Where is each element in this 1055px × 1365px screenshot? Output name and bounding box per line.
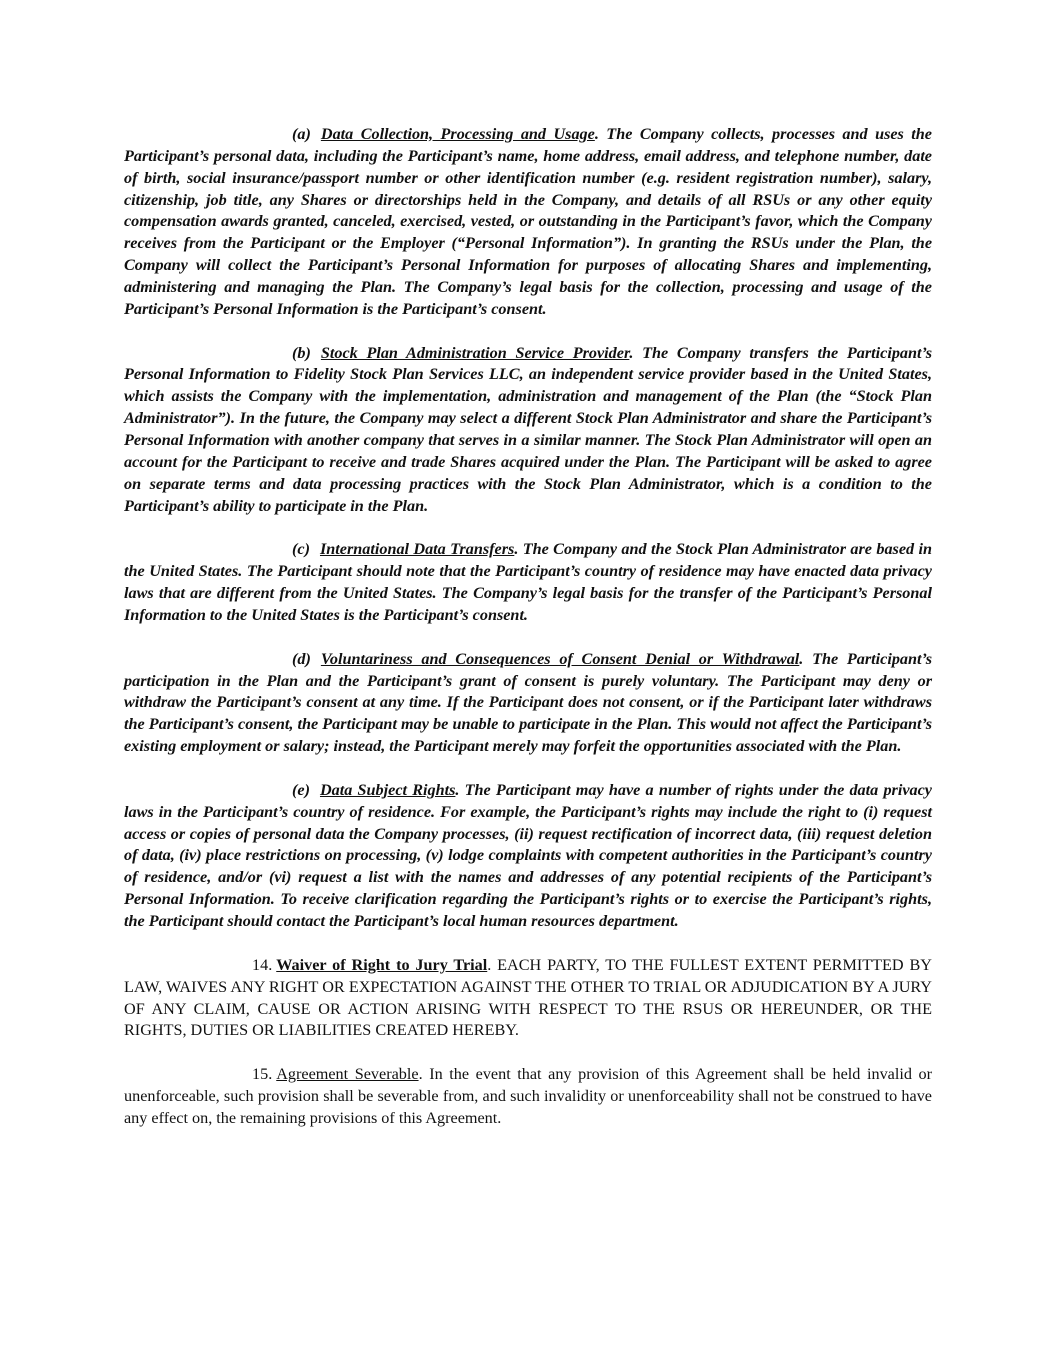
clause-body: . EACH PARTY, TO THE FULLEST EXTENT PERMITTED BY LAW, WAIVES ANY RIGHT OR EXPECTATION AGAINST THE OTHER TO TRIAL OR ADJUDICATION BY A JURY OF ANY CLAIM, CAUSE OR ACTION ARISING WITH RESPECT TO THE RSUS OR HEREUNDER, OR THE RIGHTS, DUTIES OR LIABILITIES CREATED HEREBY. — [124, 955, 932, 1040]
clause-heading: Waiver of Right to Jury Trial — [276, 955, 488, 974]
clause-heading: Agreement Severable — [276, 1065, 419, 1084]
clause-number: 14. — [252, 955, 273, 974]
section-heading: Stock Plan Administration Service Provider — [320, 343, 630, 362]
clause-15 — [124, 1064, 932, 1130]
section-a — [124, 124, 932, 321]
section-body: . The Company collects, processes and uses the Participant’s personal data, including the Participant’s name, home address, email address, and telephone number, date of birth, social insurance/passport number or other identification number (e.g. resident registration number), salary, citizenship, job title, any Shares or directorships held in the Company, and details of all RSUs or any other equity compensation awards granted, canceled, exercised, vested, or outstanding in the Participant’s favor, which the Company receives from the Participant or the Employer (“Personal Information”). In granting the RSUs under the Plan, the Company will collect the Participant’s Personal Information for purposes of allocating Shares and implementing, administering and managing the Plan. The Company’s legal basis for the collection, processing and usage of the Participant’s Personal Information is the Participant’s consent. — [124, 125, 932, 318]
section-marker: (e) — [292, 780, 310, 799]
section-heading: International Data Transfers — [319, 540, 515, 559]
clause-number: 15. — [252, 1065, 273, 1084]
section-d — [124, 649, 932, 758]
section-marker: (d) — [292, 649, 311, 668]
section-body: . The Company and the Stock Plan Administrator are based in the United States. The Participant should note that the Participant’s country of residence may have enacted data privacy laws that are different from the United States. The Company’s legal basis for the transfer of the Participant’s Personal Information to the United States is the Participant’s consent. — [124, 540, 932, 624]
section-c — [124, 539, 932, 626]
section-heading: Voluntariness and Consequences of Consent Denial or Withdrawal — [320, 649, 800, 668]
section-body: . The Participant’s participation in the Plan and the Participant’s grant of consent is purely voluntary. The Participant may deny or withdraw the Participant’s consent at any time. If the Participant does not consent, or if the Participant later withdraws the Participant’s consent, the Participant may be unable to participate in the Plan. This would not affect the Participant’s existing employment or salary; instead, the Participant merely may forfeit the opportunities associated with the Plan. — [124, 649, 932, 756]
section-heading: Data Subject Rights — [319, 780, 456, 799]
section-marker: (b) — [292, 343, 311, 362]
section-e — [124, 780, 932, 933]
clause-body: . In the event that any provision of this Agreement shall be held invalid or unenforceable, such provision shall be severable from, and such invalidity or unenforceability shall not be construed to have any effect on, the remaining provisions of this Agreement. — [124, 1065, 933, 1127]
section-body: . The Participant may have a number of rights under the data privacy laws in the Participant’s country of residence. For example, the Participant’s rights may include the right to (i) request access or copies of personal data the Company processes, (ii) request rectification of incorrect data, (iii) request deletion of data, (iv) place restrictions on processing, (v) lodge complaints with competent authorities in the Participant’s country of residence, and/or (vi) request a list with the names and addresses of any potential recipients of the Participant’s Personal Information. To receive clarification regarding the Participant’s rights or to exercise the Participant’s rights, the Participant should contact the Participant’s local human resources department. — [124, 780, 932, 930]
section-heading: Data Collection, Processing and Usage — [320, 125, 595, 143]
section-marker: (c) — [292, 540, 310, 559]
document-page — [124, 124, 932, 1152]
section-body: . The Company transfers the Participant’s Personal Information to Fidelity Stock Plan Services LLC, an independent service provider based in the United States, which assists the Company with the implementation, administration and management of the Plan (the “Stock Plan Administrator”). In the future, the Company may select a different Stock Plan Administrator and share the Participant’s Personal Information with another company that serves in a similar manner. The Stock Plan Administrator will open an account for the Participant to receive and trade Shares acquired under the Plan. The Participant will be asked to agree on separate terms and data processing practices with the Stock Plan Administrator, which is a condition to the Participant’s ability to participate in the Plan. — [124, 343, 932, 515]
section-b — [124, 343, 932, 518]
section-marker: (a) — [292, 125, 311, 143]
clause-14 — [124, 955, 932, 1042]
